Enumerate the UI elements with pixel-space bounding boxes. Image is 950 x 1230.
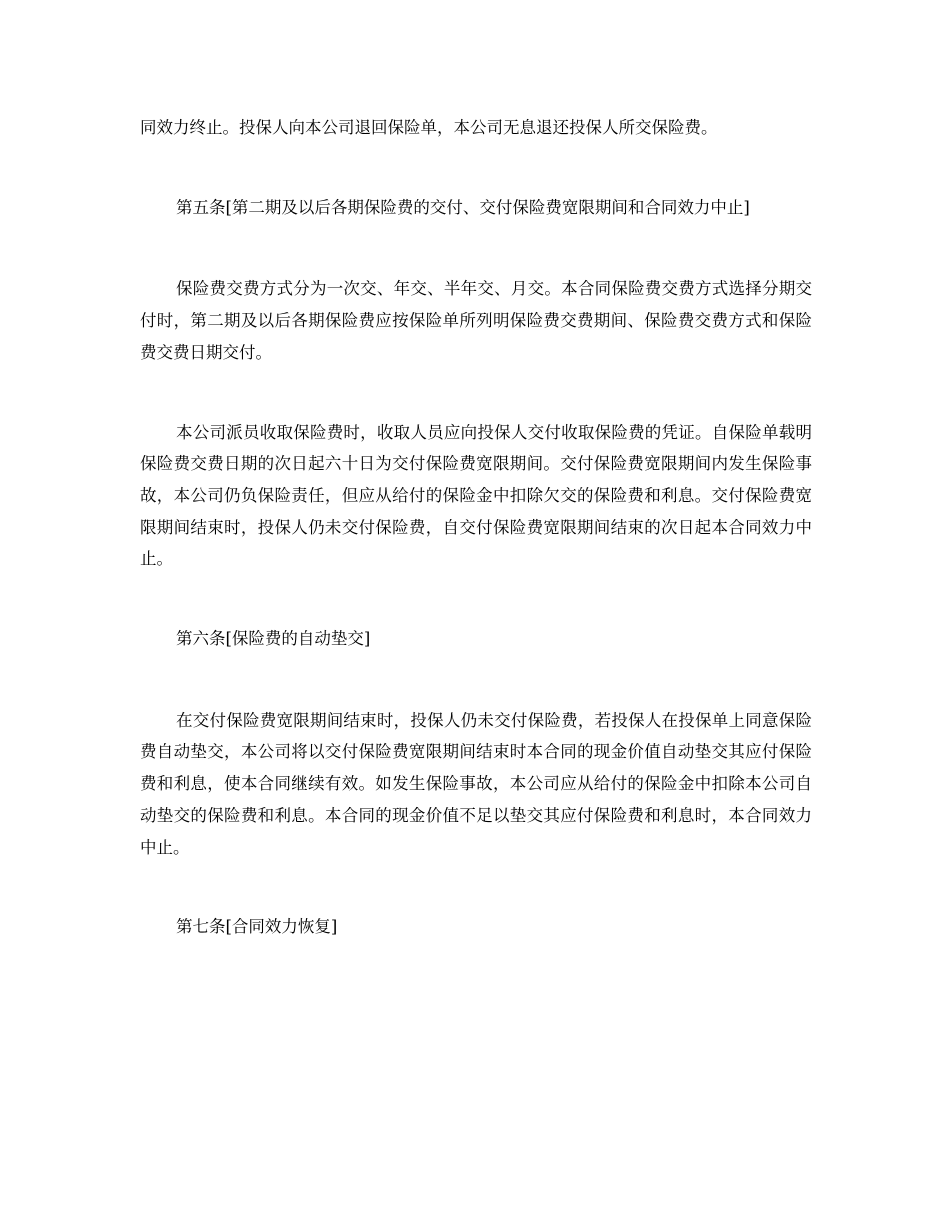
article-7-heading: 第七条[合同效力恢复] (176, 917, 338, 937)
paragraph-continued-text: 同效力终止。投保人向本公司退回保险单，本公司无息退还投保人所交保险费。 (140, 118, 718, 137)
article-5-heading: 第五条[第二期及以后各期保险费的交付、交付保险费宽限期间和合同效力中止] (176, 197, 750, 217)
paragraph-payment-methods: 保险费交费方式分为一次交、年交、半年交、月交。本合同保险费交费方式选择分期交付时，第二期及以后各期保险费应按保险单所列明保险费交费期间、保险费交费方式和保险费交费日期交付。 (140, 279, 812, 362)
paragraph-automatic-premium-loan: 在交付保险费宽限期间结束时，投保人仍未交付保险费，若投保人在投保单上同意保险费自动垫交，本公司将以交付保险费宽限期间结束时本合同的现金价值自动垫交其应付保险费和利息，使本合同继续有效。如发生保险事故，本公司应从给付的保险金中扣除本公司自动垫交的保险费和利息。本合同的现金价值不足以垫交其应付保险费和利息时，本合同效力中止。 (140, 710, 812, 857)
paragraph-grace-period: 本公司派员收取保险费时，收取人员应向投保人交付收取保险费的凭证。自保险单载明保险费交费日期的次日起六十日为交付保险费宽限期间。交付保险费宽限期间内发生保险事故，本公司仍负保险责任，但应从给付的保险金中扣除欠交的保险费和利息。交付保险费宽限期间结束时，投保人仍未交付保险费，自交付保险费宽限期间结束的次日起本合同效力中止。 (140, 422, 812, 569)
document-page (140, 112, 812, 993)
article-6-heading: 第六条[保险费的自动垫交] (176, 629, 371, 649)
